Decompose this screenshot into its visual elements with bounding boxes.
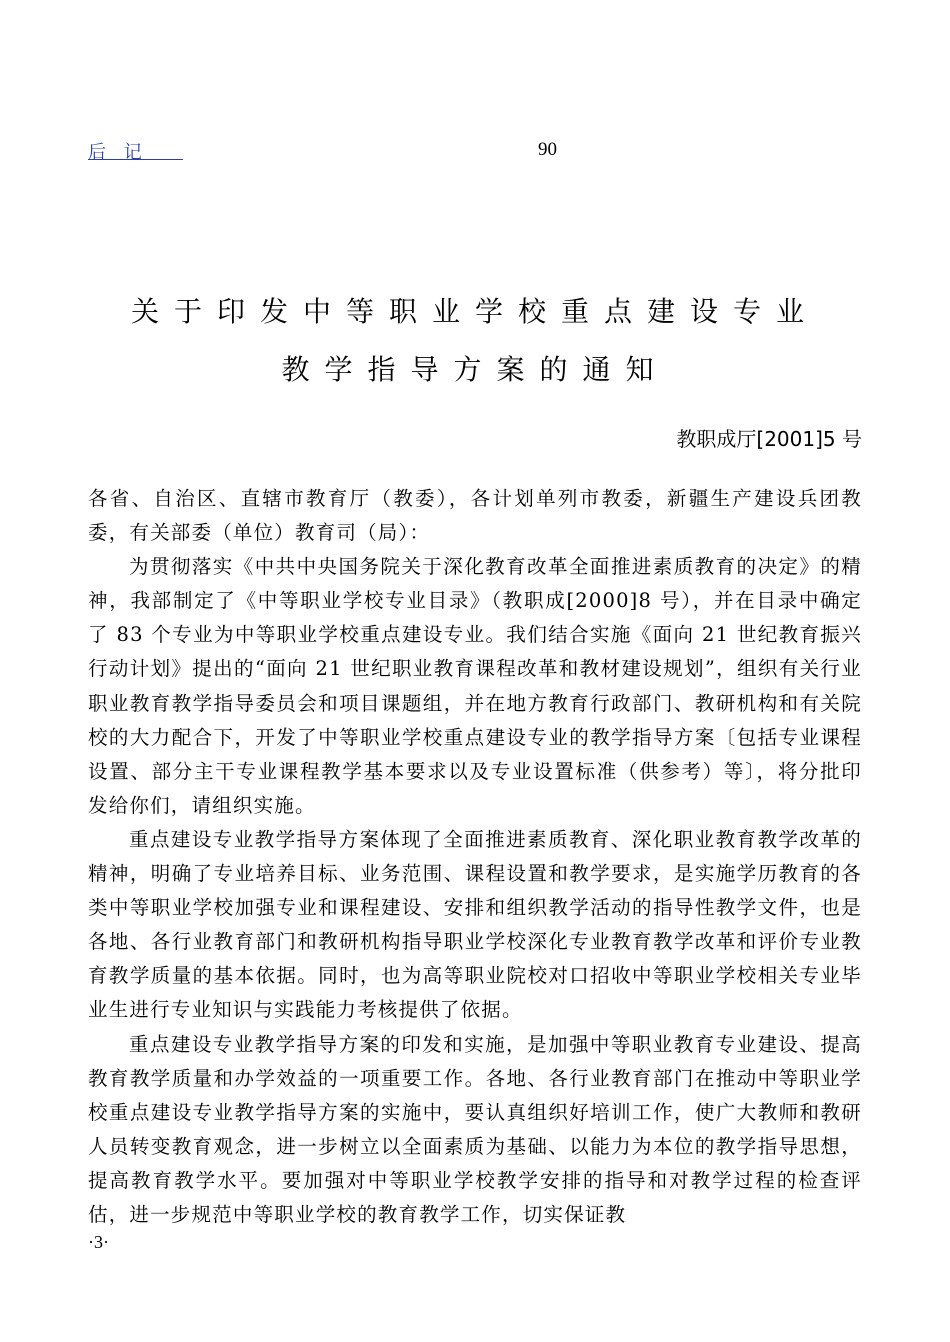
- notice-title-line1: 关于印发中等职业学校重点建设专业: [130, 295, 819, 328]
- notice-body: [88, 482, 862, 1232]
- paragraph-3: 重点建设专业教学指导方案的印发和实施，是加强中等职业教育专业建设、提高教育教学质量和办学效益的一项重要工作。各地、各行业教育部门在推动中等职业学校重点建设专业教学指导方案的实施中，要认真组织好培训工作，使广大教师和教研人员转变教育观念，进一步树立以全面素质为基础、以能力为本位的教学指导思想，提高教育教学水平。要加强对中等职业学校教学安排的指导和对教学过程的检查评估，进一步规范中等职业学校的教育教学工作，切实保证教: [88, 1032, 862, 1226]
- addressee: 各省、自治区、直辖市教育厅（教委），各计划单列市教委，新疆生产建设兵团教委，有关部委（单位）教育司（局）：: [88, 487, 862, 545]
- paragraph-1: 为贯彻落实《中共中央国务院关于深化教育改革全面推进素质教育的决定》的精神，我部制定了《中等职业学校专业目录》（教职成[2000]8 号），并在目录中确定了 83 个专业为中等职业学校重点建设专业。我们结合实施《面向 21 世纪教育振兴行动计划》提出的“面向 21 世纪职业教育课程改革和教材建设规划”，组织有关行业职业教育教学指导委员会和项目课题组，并在地方教育行政部门、教研机构和有关院校的大力配合下，开发了中等职业学校重点建设专业的教学指导方案〔包括专业课程设置、部分主干专业课程教学基本要求以及专业设置标准（供参考）等〕，将分批印发给你们，请组织实施。: [88, 555, 862, 817]
- notice-title-line2: 教学指导方案的通知: [281, 353, 669, 386]
- paragraph-2: 重点建设专业教学指导方案体现了全面推进素质教育、深化职业教育教学改革的精神，明确了专业培养目标、业务范围、课程设置和教学要求，是实施学历教育的各类中等职业学校加强专业和课程建设、安排和组织教学活动的指导性教学文件，也是各地、各行业教育部门和教研机构指导职业学校深化专业教育教学改革和评价专业教育教学质量的基本依据。同时，也为高等职业院校对口招收中等职业学校相关专业毕业生进行专业知识与实践能力考核提供了依据。: [88, 827, 862, 1022]
- page-number: ·3·: [88, 1232, 109, 1252]
- toc-link-afterword[interactable]: 后 记: [88, 142, 183, 163]
- toc-entry: [0, 138, 950, 164]
- document-number: 教职成厅[2001]5 号: [676, 427, 862, 451]
- toc-page-number: 90: [538, 139, 557, 160]
